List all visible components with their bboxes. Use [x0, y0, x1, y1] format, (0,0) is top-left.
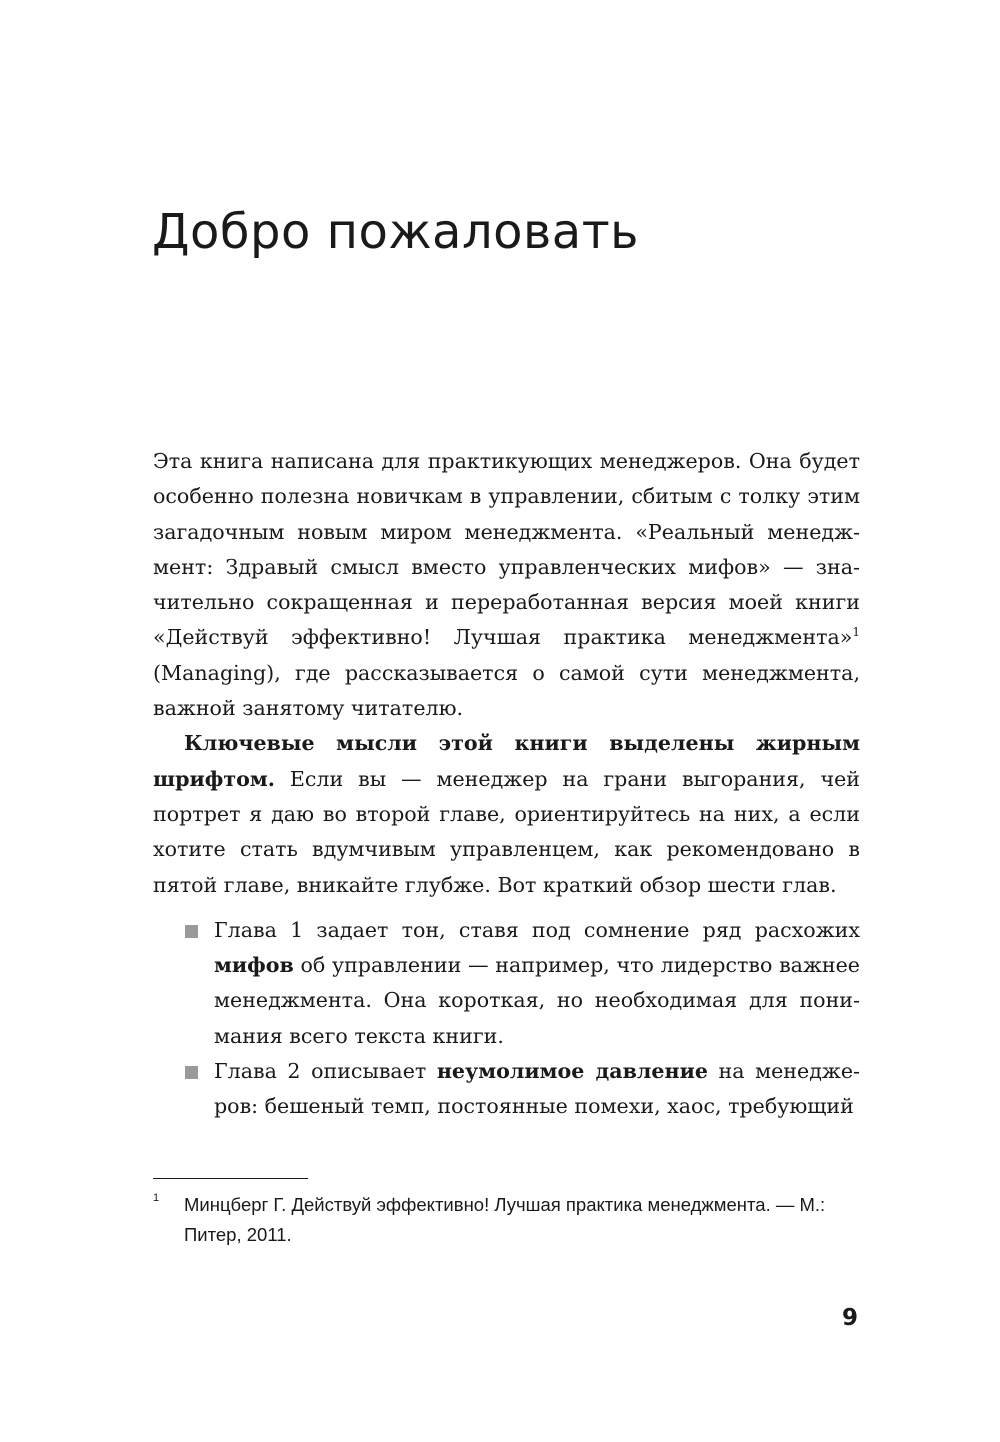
- paragraph-key-ideas-text: Если вы — менеджер на грани выгорания, чей портрет я даю во второй главе, ориентируйтесь на них, а если хотите стать вдумчивым управленцем, как рекомендовано в пятой главе, вникайте глубже. Вот краткий обзор шести глав.: [153, 766, 860, 897]
- footnote-reference[interactable]: 1: [852, 625, 860, 640]
- footnote: [153, 1190, 860, 1250]
- list-item-bold: неумолимое давление: [436, 1059, 708, 1084]
- square-bullet-icon: [185, 925, 198, 938]
- list-item-text-after: на менеджеров: бешеный темп, постоянные помехи, хаос, требующий: [214, 1059, 860, 1119]
- chapter-title: Добро пожаловать: [152, 204, 639, 260]
- page-number: 9: [841, 1305, 858, 1331]
- footnote-number: 1: [153, 1192, 160, 1204]
- footnote-text: Минцберг Г. Действуй эффективно! Лучшая практика менеджмента. — М.: Питер, 2011.: [184, 1194, 826, 1245]
- list-item: [214, 913, 860, 1054]
- body-text: [153, 444, 860, 1125]
- paragraph-intro-text: Эта книга написана для практикующих менеджеров. Она будет особенно полезна новичкам в управлении, сбитым с толку этим загадочным новым миром менеджмента. «Реальный менеджмент: Здравый смысл вместо управленческих мифов» — значительно сокращенная и переработанная версия моей книги «Действуй эффективно! Лучшая практика менеджмента»: [153, 449, 860, 650]
- footnote-divider: [153, 1178, 308, 1179]
- list-item-text-before: Глава 1 задает тон, ставя под сомнение ряд расхожих: [214, 917, 860, 942]
- paragraph-key-ideas-bold: Ключевые мысли этой книги выделены жирным шрифтом.: [153, 731, 860, 791]
- list-item-text-before: Глава 2 описывает: [214, 1059, 437, 1084]
- list-item: [214, 1054, 860, 1125]
- chapter-overview-list: [153, 913, 860, 1125]
- list-item-bold: мифов: [214, 953, 294, 978]
- paragraph-key-ideas: [153, 726, 860, 902]
- square-bullet-icon: [185, 1066, 198, 1079]
- paragraph-intro: [153, 444, 860, 726]
- paragraph-intro-tail: (Managing), где рассказывается о самой сути менеджмента, важной занятому читателю.: [153, 660, 860, 721]
- list-item-text-after: об управлении — например, что лидерство важнее менеджмента. Она короткая, но необходимая для понимания всего текста книги.: [214, 953, 860, 1048]
